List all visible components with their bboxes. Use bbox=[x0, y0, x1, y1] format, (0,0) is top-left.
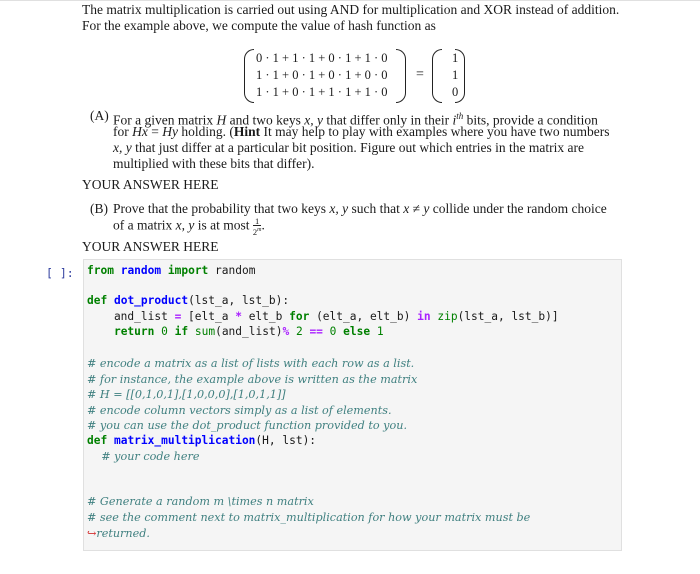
part-b-line-2: of a matrix x, y is at most $\frac{1}{2^m}$ . bbox=[113, 216, 265, 237]
left-paren bbox=[244, 49, 254, 103]
code-line-10: # encode column vectors simply as a list of elements. bbox=[87, 404, 392, 417]
result-entry-1: 1 bbox=[452, 51, 459, 65]
code-line-4: and_list = [elt_a * elt_b for (elt_a, elt_b) in zip(lst_a, lst_b)] bbox=[87, 310, 559, 323]
equals-sign: = bbox=[416, 67, 424, 82]
code-cell[interactable] bbox=[83, 259, 622, 551]
code-line-9: # H = [[0,1,0,1],[1,0,0,0],[1,0,1,1]] bbox=[87, 388, 286, 401]
part-a-line-1: For a given matrix H and two keys x, y that differ only in their $i^{th}$ bits, provide a condition bbox=[113, 111, 598, 128]
intro-line-1: The matrix multiplication is carried out using AND for multiplication and XOR instead of addition. bbox=[82, 2, 620, 17]
result-right-paren bbox=[455, 49, 465, 103]
part-b-label: (B) bbox=[90, 201, 108, 216]
part-b-answer: YOUR ANSWER HERE bbox=[82, 239, 219, 254]
code-line-12: def matrix_multiplication(H, lst): bbox=[87, 434, 317, 447]
code-line-5: return 0 if sum(and_list)% 2 == 0 else 1 bbox=[113, 325, 384, 338]
part-a-label: (A) bbox=[90, 108, 109, 123]
code-line-18: ↪returned. bbox=[87, 527, 150, 540]
code-line-18-text: returned. bbox=[96, 527, 150, 540]
code-line-17: # see the comment next to matrix_multiplication for how your matrix must be bbox=[87, 511, 531, 524]
result-entry-3: 0 bbox=[452, 85, 459, 99]
part-a-answer: YOUR ANSWER HERE bbox=[82, 177, 219, 192]
top-divider bbox=[0, 0, 700, 1]
cell-prompt: [ ]: bbox=[46, 266, 74, 280]
code-line-13: # your code here bbox=[87, 450, 200, 463]
code-line-8: # for instance, the example above is written as the matrix bbox=[87, 373, 418, 386]
matrix-row-1: 0 · 1 + 1 · 1 + 0 · 1 + 1 · 0 bbox=[256, 51, 388, 65]
matrix-row-3: 1 · 1 + 0 · 1 + 1 · 1 + 1 · 0 bbox=[256, 85, 388, 99]
part-a-line-3: x, y that just differ at a particular bit position. Figure out which entries in the matrix are bbox=[113, 140, 584, 155]
right-paren bbox=[396, 49, 406, 103]
part-a-line-2: for Hx = Hy holding. (Hint It may help to play with examples where you have two numbers bbox=[113, 124, 610, 139]
part-a-line-4: multiplied with these bits that differ). bbox=[113, 156, 315, 171]
code-line-3: def dot_product(lst_a, lst_b): bbox=[87, 294, 290, 307]
result-left-paren bbox=[432, 49, 442, 103]
code-line-7: # encode a matrix as a list of lists with each row as a list. bbox=[87, 357, 415, 370]
result-entry-2: 1 bbox=[452, 68, 459, 82]
code-line-1: from random import random bbox=[87, 264, 256, 277]
code-line-11: # you can use the dot_product function provided to you. bbox=[87, 419, 407, 432]
code-line-16: # Generate a random m \times n matrix bbox=[87, 495, 314, 508]
intro-line-2: For the example above, we compute the value of hash function as bbox=[82, 18, 436, 33]
part-b-line-1: Prove that the probability that two keys x, y such that x ≠ y collide under the random choice bbox=[113, 201, 607, 216]
matrix-row-2: 1 · 1 + 0 · 1 + 0 · 1 + 0 · 0 bbox=[256, 68, 388, 82]
